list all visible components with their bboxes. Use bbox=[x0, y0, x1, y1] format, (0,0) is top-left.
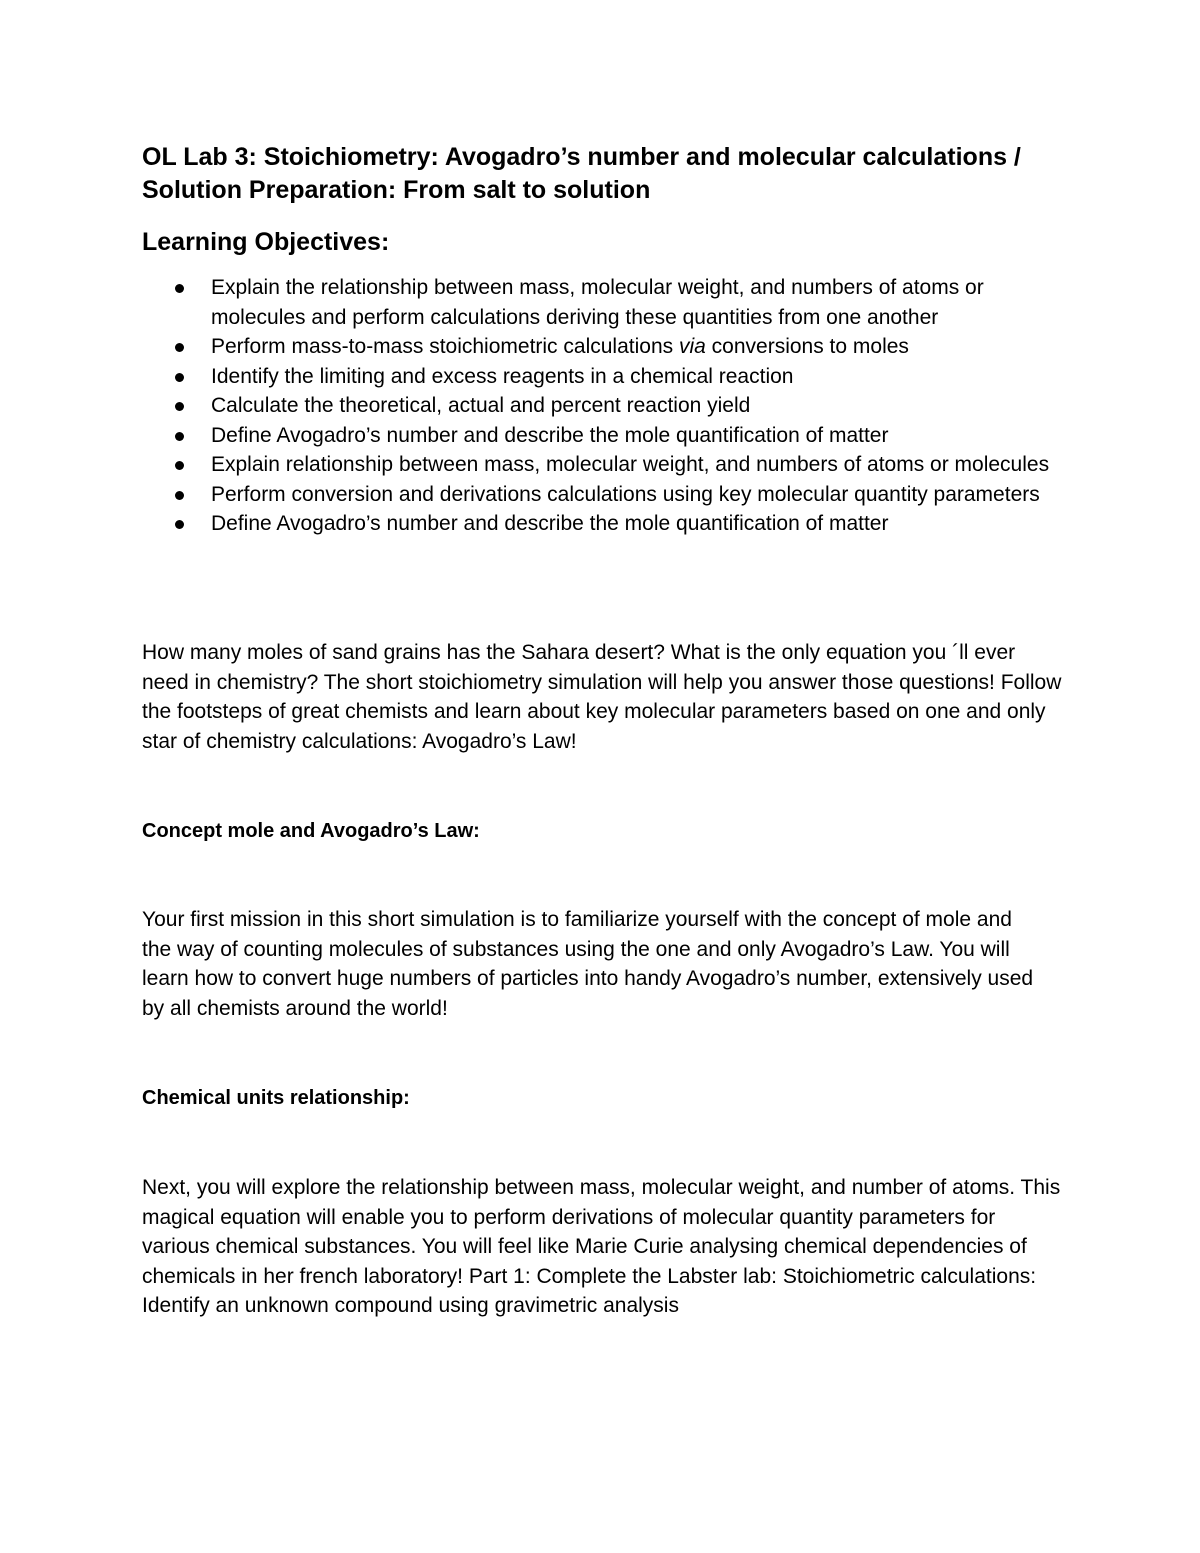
objective-text: Perform conversion and derivations calculations using key molecular quantity parameters bbox=[211, 482, 1040, 506]
learning-objectives-heading: Learning Objectives: bbox=[142, 228, 390, 256]
objective-text-part: conversions to moles bbox=[705, 335, 909, 358]
objective-item bbox=[142, 509, 1082, 539]
objective-text: Define Avogadro’s number and describe the mole quantification of matter bbox=[211, 423, 889, 447]
bullet-icon bbox=[175, 520, 184, 529]
bullet-icon bbox=[175, 491, 184, 500]
objective-text: Calculate the theoretical, actual and percent reaction yield bbox=[211, 394, 751, 417]
objective-item bbox=[142, 391, 1082, 421]
objective-item bbox=[142, 450, 1082, 480]
objective-text bbox=[211, 335, 909, 358]
objective-item bbox=[142, 480, 1082, 510]
objective-item bbox=[142, 332, 1082, 362]
objective-item bbox=[142, 273, 1082, 332]
section-paragraph-chemical-units: Next, you will explore the relationship between mass, molecular weight, and number of atoms. This magical equation will enable you to perform derivations of molecular quantity parameters for various chemical substances. You will feel like Marie Curie analysing chemical dependencies of chemicals in her french laboratory! Part 1: Complete the Labster lab: Stoichiometric calculations: Identify an unknown compound using gravimetric analysis bbox=[142, 1176, 1061, 1317]
bullet-icon bbox=[175, 402, 184, 411]
bullet-icon bbox=[175, 343, 184, 352]
objective-text: Identify the limiting and excess reagents in a chemical reaction bbox=[211, 364, 794, 388]
objective-item bbox=[142, 362, 1082, 392]
objective-item bbox=[142, 421, 1082, 451]
objective-text-italic: via bbox=[678, 335, 706, 358]
section-paragraph-mole-concept: Your first mission in this short simulation is to familiarize yourself with the concept of mole and the way of counting molecules of substances using the one and only Avogadro’s Law. You will learn how to convert huge numbers of particles into handy Avogadro’s number, extensively used by all chemists around the world! bbox=[142, 908, 1034, 1020]
bullet-icon bbox=[175, 432, 184, 441]
intro-paragraph: How many moles of sand grains has the Sahara desert? What is the only equation you ´ll ever need in chemistry? The short stoichiometry simulation will help you answer those questions! Follow the footsteps of great chemists and learn about key molecular parameters based on one and only star of chemistry calculations: Avogadro’s Law! bbox=[142, 641, 1062, 753]
bullet-icon bbox=[175, 284, 184, 293]
section-heading-chemical-units: Chemical units relationship: bbox=[142, 1087, 410, 1109]
objective-text: Define Avogadro’s number and describe the mole quantification of matter bbox=[211, 512, 889, 535]
document-title: OL Lab 3: Stoichiometry: Avogadro’s number and molecular calculations / Solution Preparation: From salt to solution bbox=[142, 143, 1021, 204]
bullet-icon bbox=[175, 373, 184, 382]
objective-text: Explain the relationship between mass, molecular weight, and numbers of atoms or molecules and perform calculations deriving these quantities from one another bbox=[211, 276, 984, 329]
section-heading-mole-concept: Concept mole and Avogadro’s Law: bbox=[142, 820, 480, 842]
objective-text-part: Perform mass-to-mass stoichiometric calculations bbox=[211, 335, 679, 358]
objective-text: Explain relationship between mass, molecular weight, and numbers of atoms or molecules bbox=[211, 453, 1050, 476]
learning-objectives-list bbox=[142, 273, 1082, 539]
bullet-icon bbox=[175, 461, 184, 470]
